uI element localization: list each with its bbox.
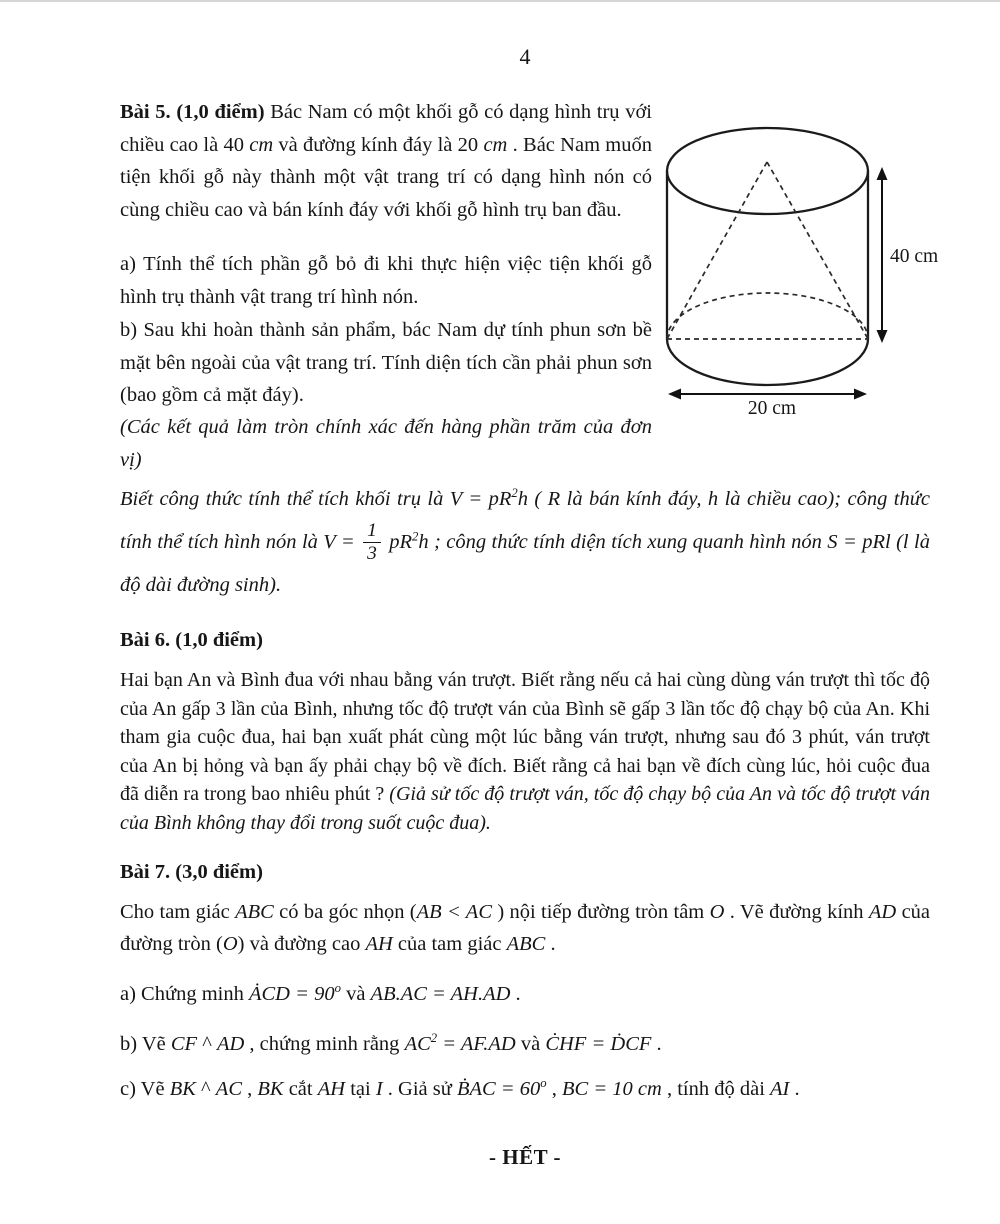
text-segment: ^ bbox=[197, 1033, 217, 1055]
text-segment: Cho tam giác bbox=[120, 901, 236, 923]
text-segment: , tính độ dài bbox=[661, 1078, 771, 1100]
figure-svg bbox=[650, 118, 940, 420]
problem6-heading: Bài 6. (1,0 điểm) bbox=[120, 629, 263, 651]
height-label: 40 cm bbox=[890, 246, 939, 267]
text-segment: AB.AC = AH.AD bbox=[370, 983, 511, 1005]
text-segment: o bbox=[540, 1076, 547, 1091]
text-segment: ĊHF = ḊCF bbox=[545, 1033, 652, 1055]
text-segment: của tam giác bbox=[392, 933, 507, 955]
text-segment: AC bbox=[404, 1033, 431, 1055]
text-segment: (Giả sử tốc độ trượt ván, tốc độ chạy bộ của An và tốc độ trượt ván của Bình không thay đổi trong suốt cuộc đua). bbox=[120, 783, 930, 834]
text-segment: CF bbox=[170, 1033, 198, 1055]
diameter-label: 20 cm bbox=[747, 398, 797, 419]
cone-base-back-arc bbox=[667, 293, 868, 339]
text-segment: c) Vẽ bbox=[120, 1078, 170, 1100]
text-segment: h ; công thức tính diện tích xung quanh hình nón S = pRl (l là độ dài đường sinh). bbox=[120, 531, 930, 597]
text-segment: 2 bbox=[412, 529, 419, 544]
text-segment: . Vẽ đường kính bbox=[724, 901, 869, 923]
text-segment: AB < AC bbox=[416, 901, 492, 923]
problem5-part-b: b) Sau khi hoàn thành sản phẩm, bác Nam dự tính phun sơn bề mặt bên ngoài của vật trang trí. Tính diện tích cần phải phun sơn (bao gồm cả mặt đáy). bbox=[120, 319, 652, 406]
text-segment: tại bbox=[345, 1078, 376, 1100]
text-segment: ABC bbox=[506, 933, 546, 955]
text-segment: cm bbox=[483, 133, 508, 156]
problem7-part-b bbox=[120, 1028, 930, 1061]
problem7-intro bbox=[120, 896, 930, 960]
problem7-part-c bbox=[120, 1073, 930, 1106]
text-segment: ȦCD bbox=[248, 983, 290, 1005]
diameter-arrowhead-left bbox=[668, 389, 681, 400]
text-segment: AI bbox=[770, 1078, 790, 1100]
text-segment: = AF.AD bbox=[437, 1033, 516, 1055]
text-segment: Hai bạn An và Bình đua với nhau bằng ván trượt. Biết rằng nếu cả hai cùng dùng ván trượt thì tốc độ của An gấp 3 lần của Bình, nhưng tốc độ trượt ván của Bình sẽ gấp 3 lần tốc độ chạy bộ của An. Khi tham gia cuộc đua, hai bạn xuất phát cùng một lúc bằng ván trượt, nhưng sau đó 3 phút, ván trượt của An bị hỏng và bạn ấy phải chạy bộ về đích. Biết rằng cả hai bạn về đích cùng lúc, hỏi cuộc đua đã diễn ra trong bao nhiêu phút ? bbox=[120, 669, 930, 805]
height-arrowhead-bottom bbox=[877, 330, 888, 343]
text-segment: cm bbox=[249, 133, 274, 156]
text-segment: AH bbox=[365, 933, 393, 955]
text-segment: và đường kính đáy là 20 bbox=[273, 133, 484, 156]
diameter-arrowhead-right bbox=[854, 389, 867, 400]
page-number: 4 bbox=[519, 44, 531, 69]
text-segment: I bbox=[375, 1078, 383, 1100]
cylinder-top-ellipse bbox=[667, 128, 868, 214]
fraction: $\frac{1}{3}$ bbox=[363, 521, 381, 564]
text-segment: của đường tròn ( bbox=[120, 901, 931, 955]
problem5-part-a: a) Tính thể tích phần gỗ bỏ đi khi thực hiện việc tiện khối gỗ hình trụ thành vật trang trí hình nón. bbox=[120, 253, 652, 308]
text-segment: AC bbox=[215, 1078, 242, 1100]
text-segment: = 10 bbox=[588, 1078, 638, 1100]
text-segment: . Bác Nam muốn tiện khối gỗ này thành một vật trang trí có dạng hình nón có cùng chiều cao và bán kính đáy với khối gỗ hình trụ ban đầu. bbox=[120, 133, 652, 221]
problem5-formulas bbox=[120, 478, 930, 607]
text-segment: ^ bbox=[195, 1078, 216, 1100]
text-segment: O bbox=[709, 901, 725, 923]
problem7-heading: Bài 7. (3,0 điểm) bbox=[120, 861, 263, 883]
text-segment: a) Chứng minh bbox=[120, 983, 249, 1005]
cone-right-edge bbox=[767, 162, 868, 339]
text-segment: Bác Nam có một khối gỗ có dạng hình trụ với chiều cao là 40 bbox=[120, 101, 653, 156]
text-segment: b) Vẽ bbox=[120, 1033, 171, 1055]
text-segment: 2 bbox=[511, 486, 518, 501]
cone-left-edge bbox=[667, 162, 767, 339]
page-top-edge-line bbox=[0, 0, 1000, 2]
text-segment: AD bbox=[868, 901, 897, 923]
text-segment: cắt bbox=[283, 1078, 318, 1100]
text-segment: , chứng minh rằng bbox=[244, 1033, 405, 1055]
text-segment: và bbox=[515, 1033, 546, 1055]
text-segment: BK bbox=[257, 1078, 284, 1100]
text-segment: . bbox=[651, 1033, 662, 1055]
problem7-part-a bbox=[120, 978, 930, 1011]
text-segment: . bbox=[545, 933, 556, 955]
text-segment: pR bbox=[383, 531, 413, 554]
text-segment: BC bbox=[562, 1078, 589, 1100]
text-segment: có ba góc nhọn ( bbox=[273, 901, 417, 923]
problem5-rounding-note: (Các kết quả làm tròn chính xác đến hàng phần trăm của đơn vị) bbox=[120, 416, 652, 471]
text-segment: . bbox=[789, 1078, 800, 1100]
text-segment: , bbox=[242, 1078, 258, 1100]
problem5-intro bbox=[120, 96, 652, 226]
text-segment: = 90 bbox=[289, 983, 335, 1005]
text-segment: O bbox=[222, 933, 238, 955]
text-segment: , bbox=[546, 1078, 562, 1100]
text-segment: AH bbox=[317, 1078, 346, 1100]
problem6-body bbox=[120, 666, 930, 837]
text-segment: Biết công thức tính thể tích khối trụ là V = pR bbox=[120, 488, 512, 510]
text-segment: ABC bbox=[235, 901, 274, 923]
text-segment: cm bbox=[637, 1078, 662, 1100]
text-segment: 2 bbox=[430, 1031, 438, 1046]
text-segment: o bbox=[334, 981, 341, 996]
height-arrowhead-top bbox=[877, 167, 888, 180]
text-segment: ) và đường cao bbox=[237, 933, 366, 955]
text-segment: và bbox=[340, 983, 371, 1005]
cylinder-cone-figure bbox=[650, 118, 940, 420]
text-segment: . Giả sử bbox=[382, 1078, 457, 1100]
text-segment: h ( R là bán kính đáy, h là chiều cao); công thức tính thể tích hình nón là V = bbox=[120, 488, 930, 554]
text-segment: ḂAC bbox=[456, 1078, 496, 1100]
text-segment: . bbox=[510, 983, 521, 1005]
end-marker: - HẾT - bbox=[489, 1145, 561, 1169]
text-segment: Bài 5. (1,0 điểm) bbox=[120, 101, 271, 123]
cylinder-bottom-arc bbox=[667, 339, 868, 385]
text-segment: = 60 bbox=[495, 1078, 541, 1100]
text-segment: BK bbox=[169, 1078, 196, 1100]
text-segment: ) nội tiếp đường tròn tâm bbox=[492, 901, 710, 923]
text-segment: AD bbox=[216, 1033, 245, 1055]
